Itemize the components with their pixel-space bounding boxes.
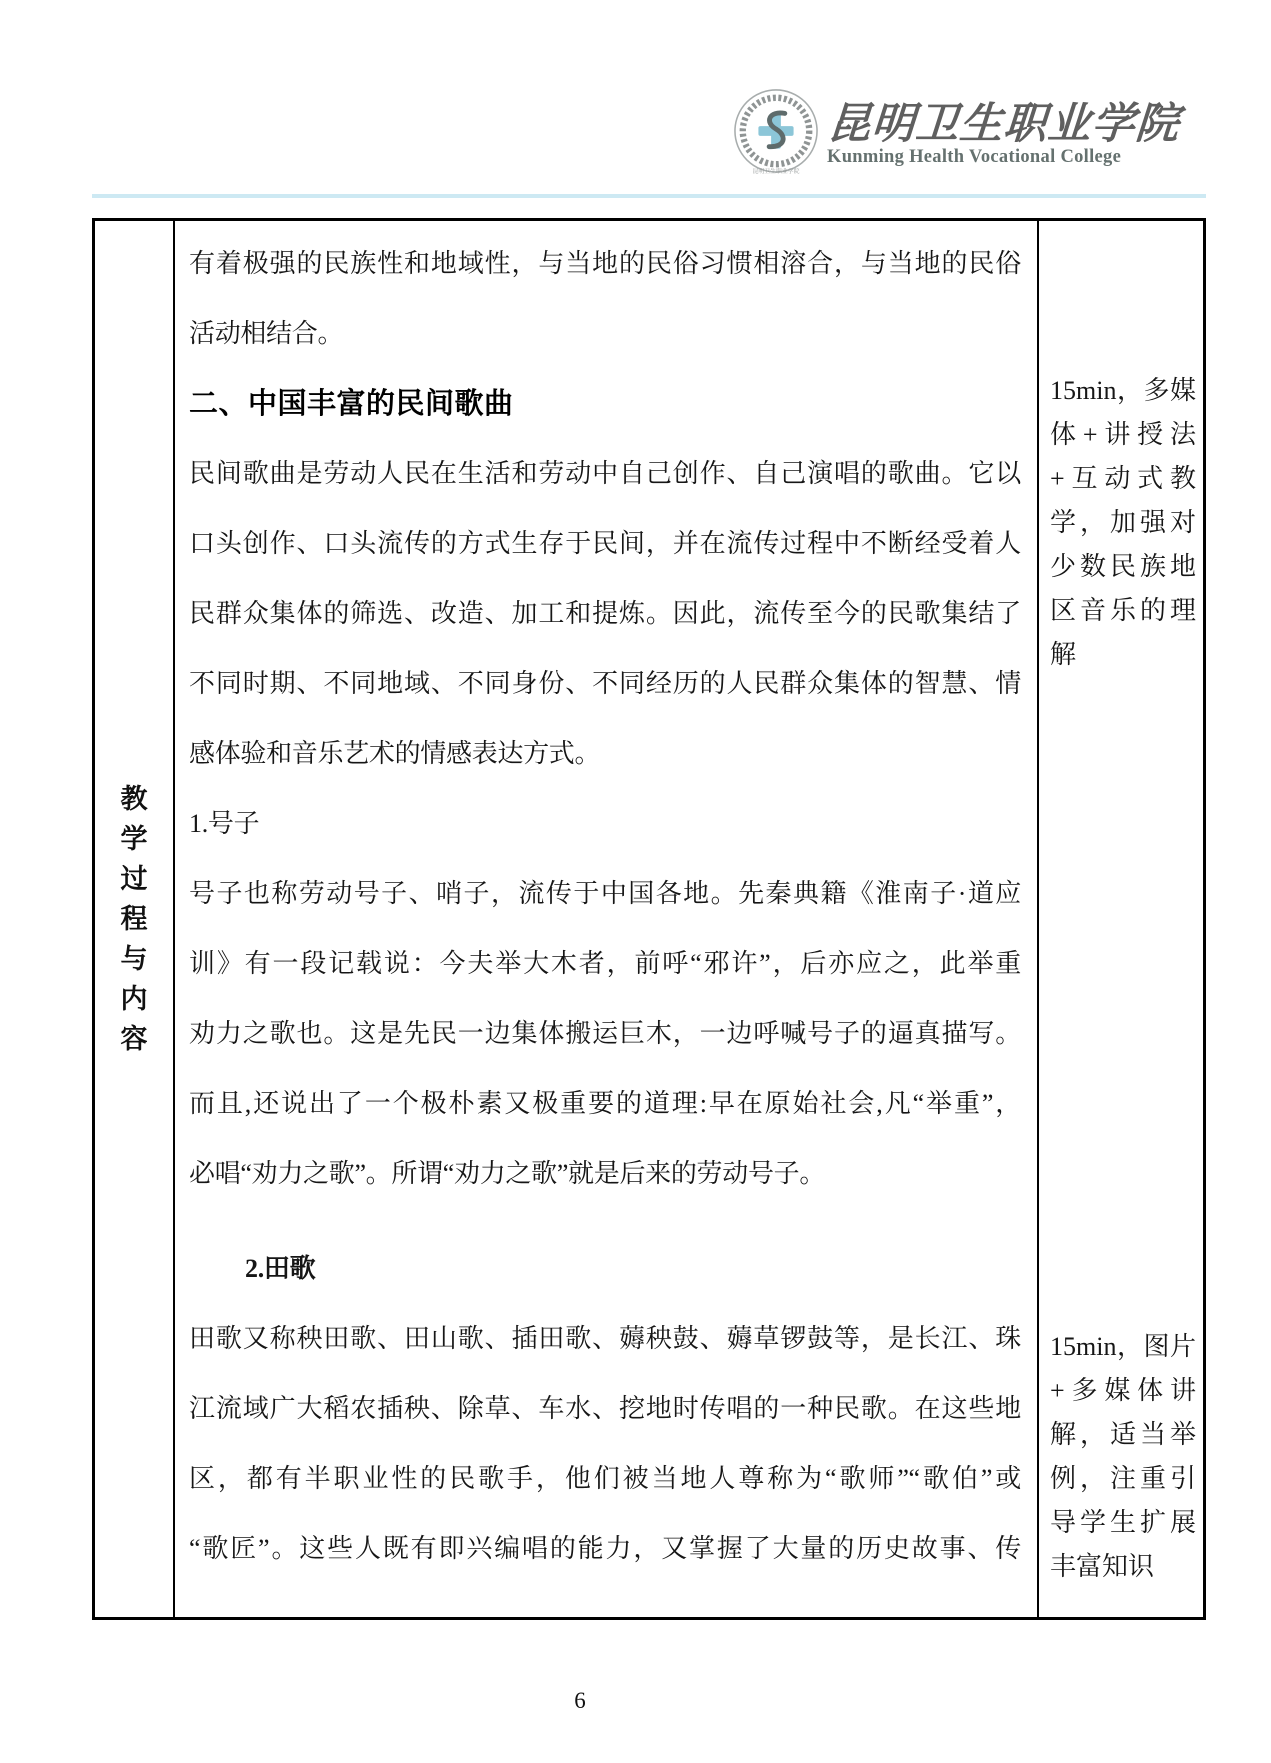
content-line: 民群众集体的筛选、改造、加工和提炼。因此，流传至今的民歌集结了 <box>189 599 1021 628</box>
content-line: 必唱“劝力之歌”。所谓“劝力之歌”就是后来的劳动号子。 <box>189 1159 826 1188</box>
subsection-haozi: 1.号子 <box>189 809 260 838</box>
content-line: 感体验和音乐艺术的情感表达方式。 <box>189 739 601 768</box>
content-line: 有着极强的民族性和地域性，与当地的民俗习惯相溶合，与当地的民俗 <box>189 249 1021 278</box>
content-line: 劝力之歌也。这是先民一边集体搬运巨木，一边呼喊号子的逼真描写。 <box>189 1019 1021 1048</box>
method-note: 15min，图片+多媒体讲解，适当举例，注重引导学生扩展丰富知识 <box>1050 1332 1196 1581</box>
content-line: 田歌又称秧田歌、田山歌、插田歌、薅秧鼓、薅草锣鼓等，是长江、珠 <box>189 1324 1021 1353</box>
section-heading: 二、中国丰富的民间歌曲 <box>189 388 514 420</box>
svg-text:昆明卫生职业学院: 昆明卫生职业学院 <box>752 169 800 176</box>
page-number: 6 <box>574 1688 586 1713</box>
college-name-en: Kunming Health Vocational College <box>827 147 1122 167</box>
blank-line <box>189 1209 1021 1234</box>
content-line: 口头创作、口头流传的方式生存于民间，并在流传过程中不断经受着人 <box>189 529 1021 558</box>
method-note: 15min，多媒体+讲授法+互动式教学，加强对少数民族地区音乐的理解 <box>1050 376 1196 669</box>
content-line: 区，都有半职业性的民歌手，他们被当地人尊称为“歌师”“歌伯”或 <box>189 1464 1021 1493</box>
lesson-plan-table <box>92 218 1206 1620</box>
content-line: 活动相结合。 <box>189 319 344 348</box>
content-line: 民间歌曲是劳动人民在生活和劳动中自己创作、自己演唱的歌曲。它以 <box>189 459 1021 488</box>
row-header-label: 教学过程与内容 <box>120 784 148 1054</box>
content-line: 不同时期、不同地域、不同身份、不同经历的人民群众集体的智慧、情 <box>189 669 1021 698</box>
college-name-zh: 昆明卫生职业学院 <box>825 101 1182 148</box>
method-notes-cell <box>1039 221 1203 1617</box>
teaching-content-cell <box>175 221 1039 1617</box>
subsection-tiange: 2.田歌 <box>245 1254 316 1283</box>
row-header-cell <box>95 221 175 1617</box>
content-line: 而且,还说出了一个极朴素又极重要的道理:早在原始社会,凡“举重”， <box>189 1089 1021 1118</box>
content-line: 训》有一段记载说：今夫举大木者，前呼“邪许”，后亦应之，此举重 <box>189 949 1021 978</box>
content-line: “歌匠”。这些人既有即兴编唱的能力，又掌握了大量的历史故事、传 <box>189 1534 1021 1563</box>
college-seal-icon <box>733 84 819 178</box>
content-line: 号子也称劳动号子、哨子，流传于中国各地。先秦典籍《淮南子·道应 <box>189 879 1021 908</box>
content-line: 江流域广大稻农插秧、除草、车水、挖地时传唱的一种民歌。在这些地 <box>189 1394 1021 1423</box>
highlight-bar <box>92 194 1206 198</box>
